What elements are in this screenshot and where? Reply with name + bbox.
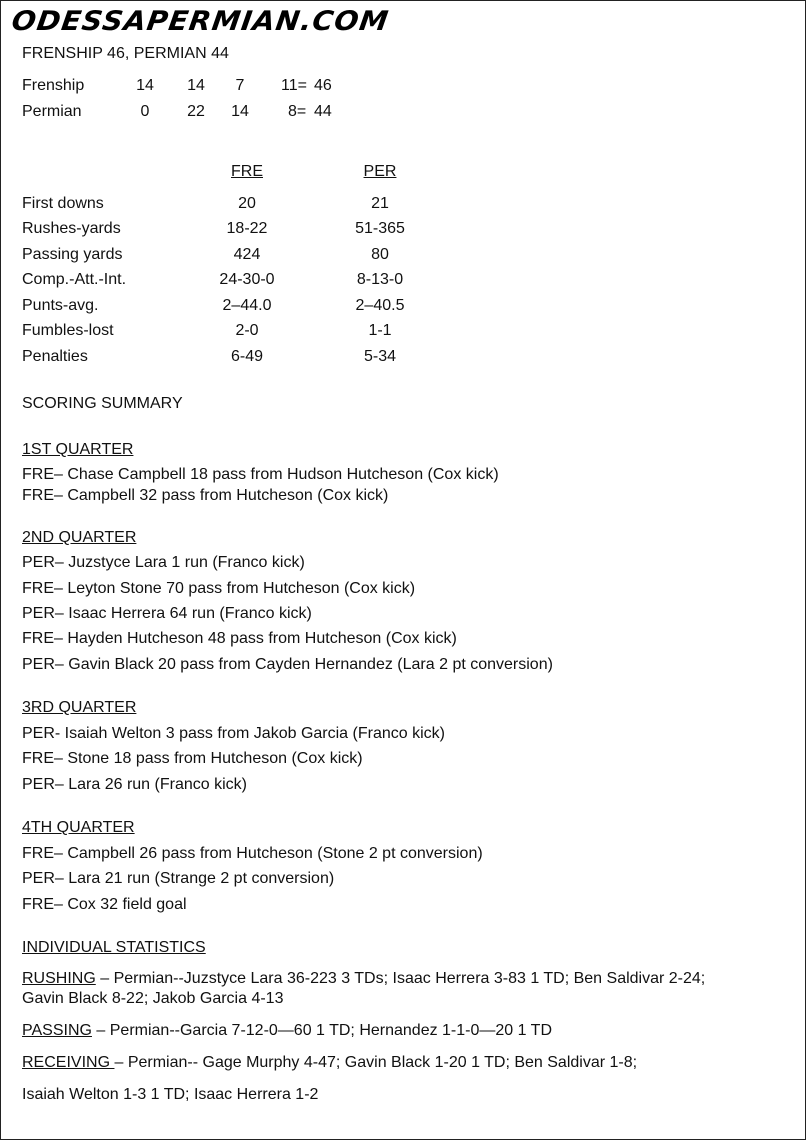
stat-label: First downs — [22, 195, 104, 212]
scoring-play: FRE– Cox 32 field goal — [22, 896, 187, 913]
linescore-total: 46 — [314, 77, 332, 94]
scoring-summary-title: SCORING SUMMARY — [22, 395, 183, 412]
rushing-label: RUSHING — [22, 970, 96, 987]
scoring-play: FRE– Leyton Stone 70 pass from Hutcheson (Cox kick) — [22, 580, 416, 597]
col-header-fre: FRE — [231, 163, 263, 180]
stat-fre: 20 — [238, 195, 256, 212]
scoring-play: PER– Lara 21 run (Strange 2 pt conversion) — [22, 870, 335, 887]
individual-stats-title: INDIVIDUAL STATISTICS — [22, 939, 206, 956]
passing-text: – Permian--Garcia 7-12-0—60 1 TD; Hernandez 1-1-0—20 1 TD — [91, 1022, 553, 1039]
scoring-play: PER– Isaac Herrera 64 run (Franco kick) — [22, 605, 312, 622]
linescore-q2: 14 — [187, 77, 205, 94]
scoring-play: FRE– Hayden Hutcheson 48 pass from Hutcheson (Cox kick) — [22, 630, 457, 647]
stat-label: Rushes-yards — [22, 220, 121, 237]
linescore-q4: 11= — [281, 77, 307, 94]
stat-fre: 6-49 — [230, 348, 264, 365]
passing-label: PASSING — [22, 1022, 92, 1039]
receiving-line-2: Isaiah Welton 1-3 1 TD; Isaac Herrera 1-2 — [22, 1086, 319, 1103]
scoring-play: PER– Gavin Black 20 pass from Cayden Hernandez (Lara 2 pt conversion) — [22, 656, 553, 673]
stat-fre: 2–44.0 — [222, 297, 272, 314]
receiving-line — [22, 1054, 637, 1072]
stat-label: Punts-avg. — [22, 297, 99, 314]
scoring-play: FRE– Stone 18 pass from Hutcheson (Cox kick) — [22, 750, 363, 767]
scoring-play: FRE– Campbell 26 pass from Hutcheson (Stone 2 pt conversion) — [22, 845, 483, 862]
quarter-title: 2ND QUARTER — [22, 529, 137, 546]
stat-per: 2–40.5 — [355, 297, 405, 314]
stat-fre: 18-22 — [226, 220, 268, 237]
quarter-title: 3RD QUARTER — [22, 699, 137, 716]
col-header-per: PER — [363, 163, 397, 180]
linescore-q4: 8= — [288, 103, 307, 120]
linescore-team: Frenship — [22, 77, 85, 94]
rushing-line-2: Gavin Black 8-22; Jakob Garcia 4-13 — [22, 990, 284, 1007]
scoring-play: PER– Juzstyce Lara 1 run (Franco kick) — [22, 554, 305, 571]
receiving-text: – Permian-- Gage Murphy 4-47; Gavin Black 1-20 1 TD; Ben Saldivar 1-8; — [114, 1054, 638, 1071]
stat-fre: 24-30-0 — [219, 271, 275, 288]
scoring-play: FRE– Chase Campbell 18 pass from Hudson Hutcheson (Cox kick) — [22, 466, 499, 483]
stat-per: 1-1 — [368, 322, 392, 339]
stat-per: 8-13-0 — [356, 271, 404, 288]
quarter-title: 4TH QUARTER — [22, 819, 135, 836]
linescore-q1: 14 — [136, 77, 154, 94]
stat-label: Fumbles-lost — [22, 322, 114, 339]
rushing-line — [22, 970, 705, 988]
receiving-label: RECEIVING — [22, 1054, 115, 1071]
stat-per: 51-365 — [355, 220, 405, 237]
linescore-q3: 7 — [235, 77, 245, 94]
stat-fre: 2-0 — [235, 322, 259, 339]
rushing-text: – Permian--Juzstyce Lara 36-223 3 TDs; Isaac Herrera 3-83 1 TD; Ben Saldivar 2-24; — [95, 970, 706, 987]
quarter-title: 1ST QUARTER — [22, 441, 134, 458]
stat-fre: 424 — [233, 246, 261, 263]
site-logo: ODESSAPERMIAN.COM — [9, 6, 391, 37]
stat-label: Comp.-Att.-Int. — [22, 271, 127, 288]
scoring-play: FRE– Campbell 32 pass from Hutcheson (Cox kick) — [22, 487, 389, 504]
stat-per: 5-34 — [363, 348, 397, 365]
scoring-play: PER– Lara 26 run (Franco kick) — [22, 776, 247, 793]
linescore-team: Permian — [22, 103, 82, 120]
stat-label: Passing yards — [22, 246, 123, 263]
passing-line — [22, 1022, 552, 1040]
linescore-total: 44 — [314, 103, 332, 120]
stat-per: 21 — [371, 195, 389, 212]
stat-per: 80 — [371, 246, 389, 263]
linescore-q3: 14 — [231, 103, 249, 120]
linescore-q2: 22 — [187, 103, 205, 120]
linescore-q1: 0 — [140, 103, 150, 120]
headline: FRENSHIP 46, PERMIAN 44 — [22, 45, 229, 62]
scoring-play: PER- Isaiah Welton 3 pass from Jakob Garcia (Franco kick) — [22, 725, 445, 742]
stat-label: Penalties — [22, 348, 88, 365]
